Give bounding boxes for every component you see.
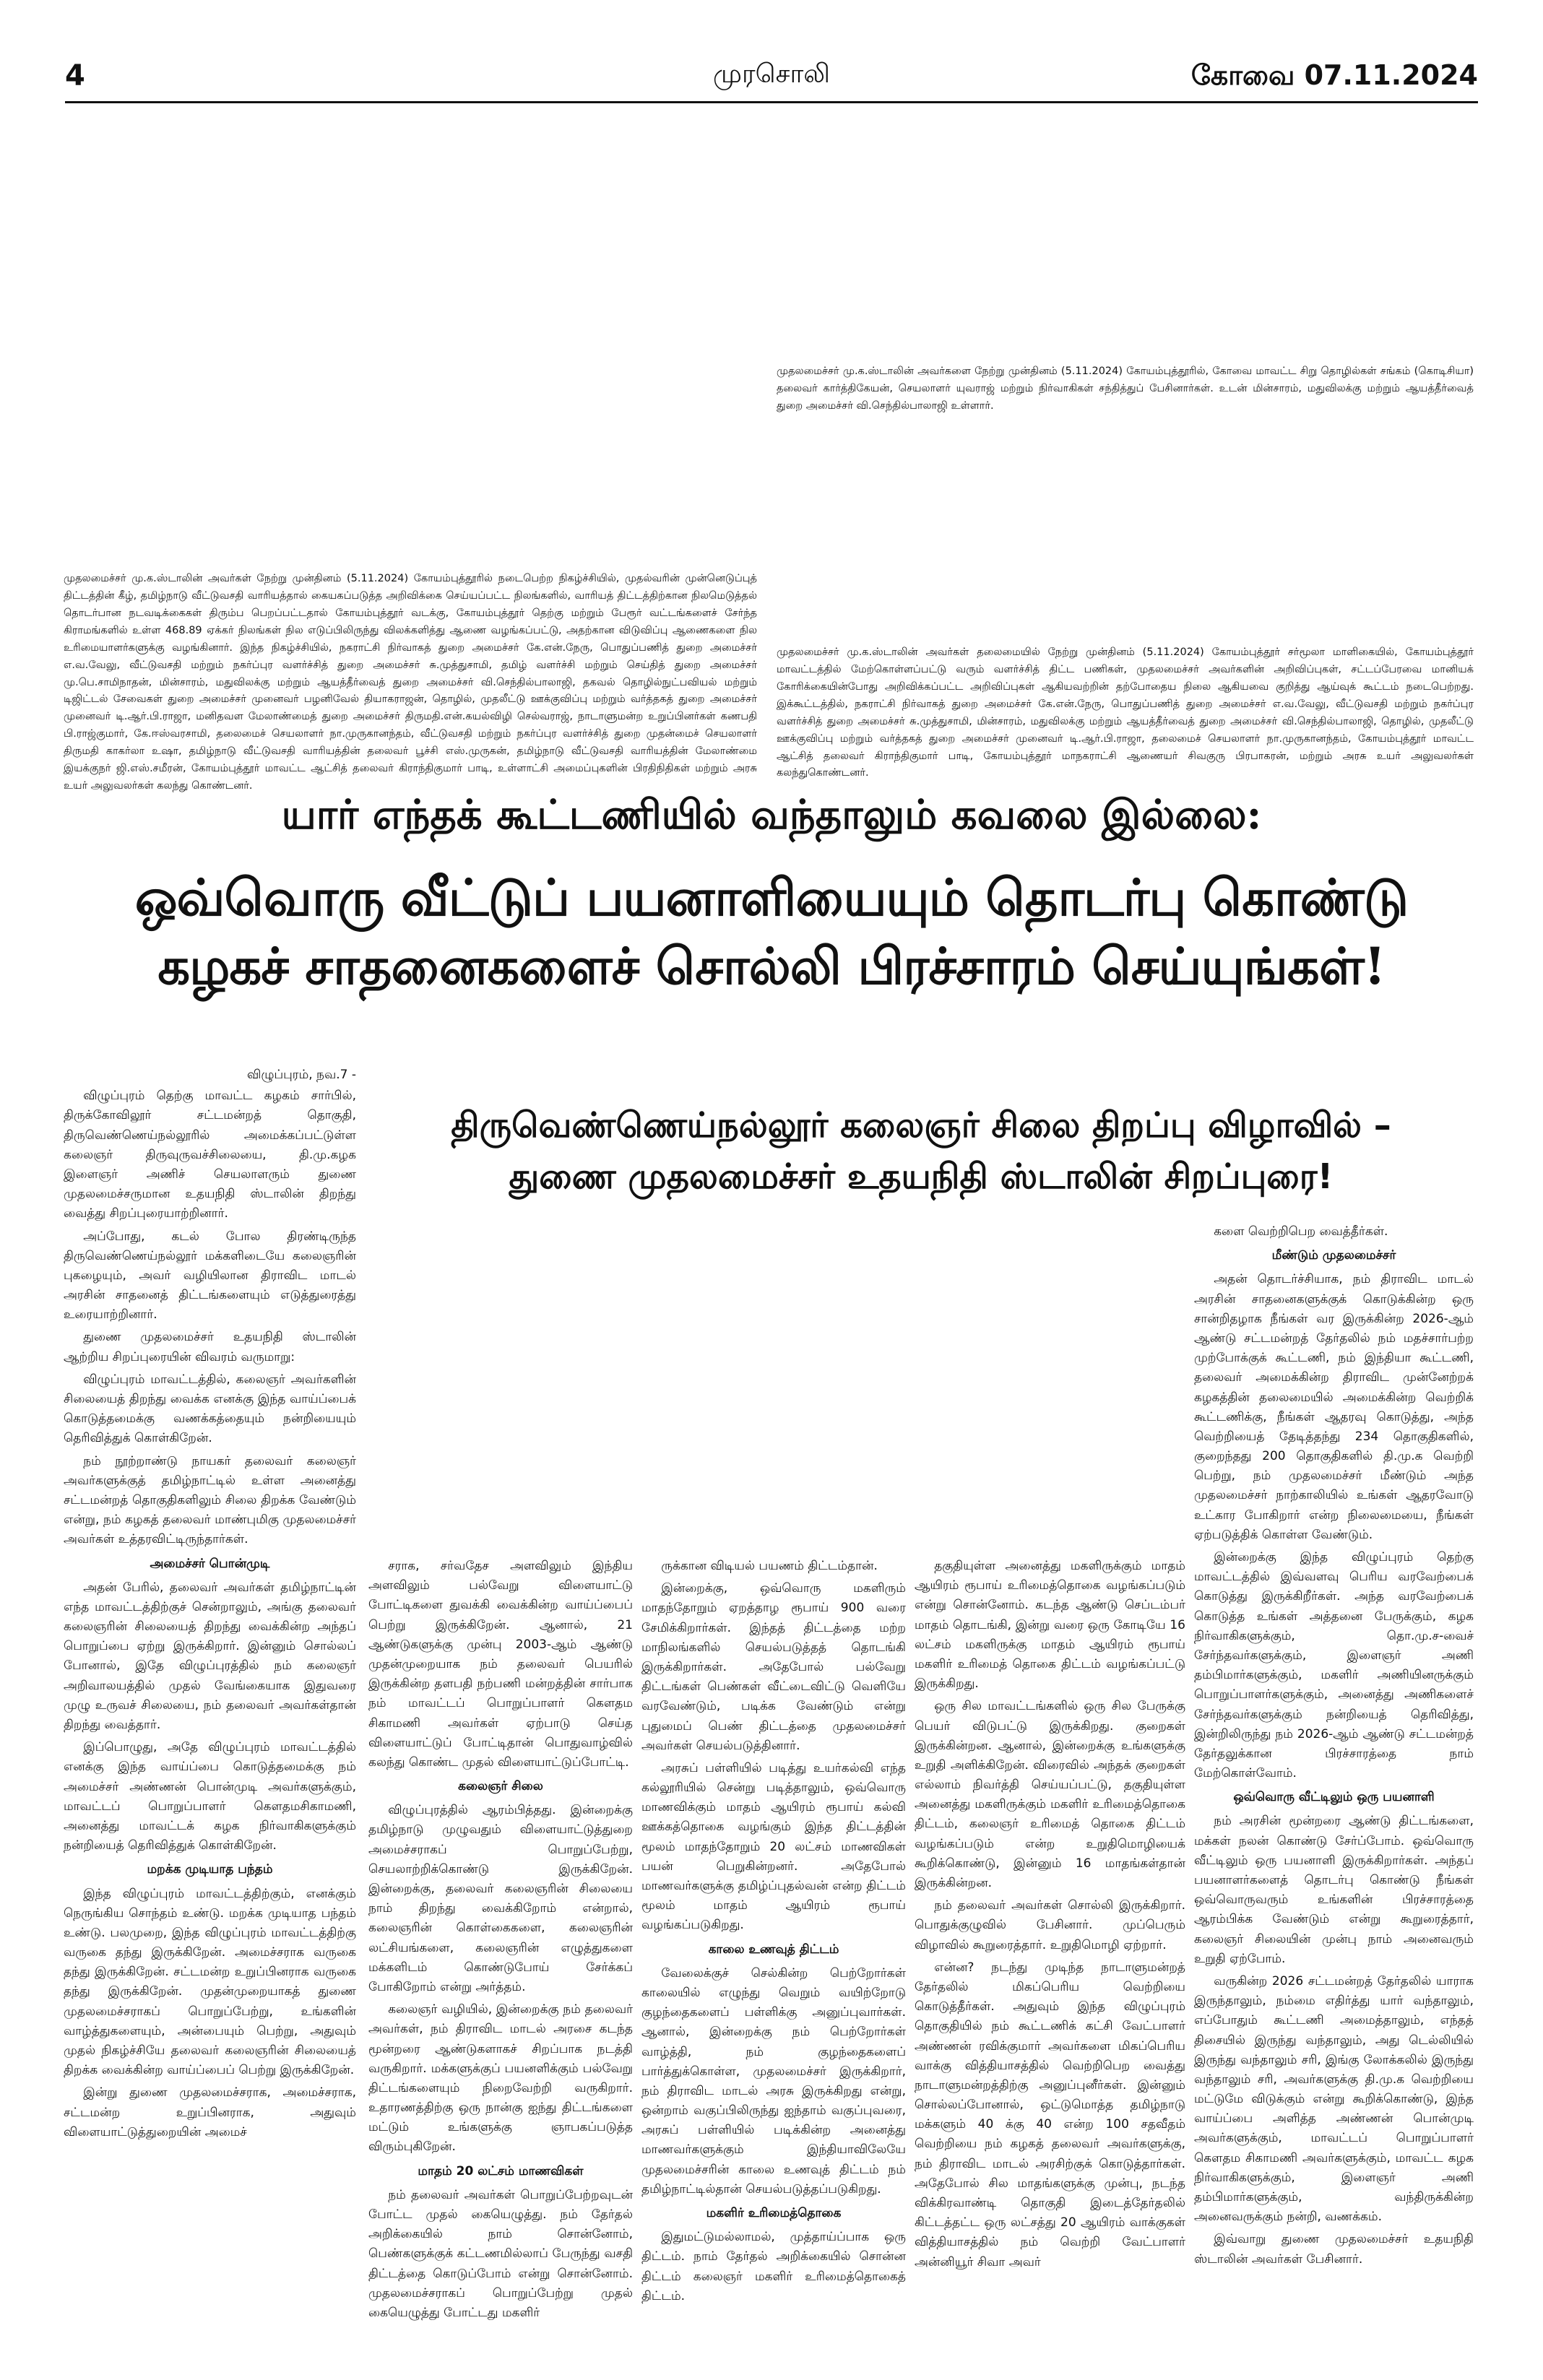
section-subheading: ஒவ்வொரு வீட்டிலும் ஒரு பயனாளி [1233,1790,1435,1805]
paragraph: அதன் பேரில், தலைவர் அவர்கள் தமிழ்நாட்டின் எந்த மாவட்டத்திற்குச் சென்றாலும், அங்கு தலைவர் கலைஞரின் சிலையைத் திறந்து வைக்கின்ற அந்தப் பொறுப்பை ஏற்று இருக்கிறார். இன்னும் சொல்லப் போனால், இதே விழுப்புரத்தில் நம் கலைஞர் அறிவாலயத்தில் முதல் வேங்கையாக இதுவரை முழு உருவச் சிலையை, நம் தலைவர் அவர்கள்தான் திறந்து வைத்தார். [64,1580,356,1732]
article-column-1 [64,1065,356,2366]
page-header [0,0,1543,108]
paragraph: இன்றைக்கு, ஒவ்வொரு மகளிரும் மாதந்தோறும் ஏறத்தாழ ரூபாய் 900 வரை சேமிக்கிறார்கள். இந்தத் திட்டத்தை மற்ற மாநிலங்களில் செயல்படுத்தத் தொடங்கி இருக்கிறார்கள். அதேபோல் பல்வேறு திட்டங்கள் பெண்கள் வீட்டைவிட்டு வெளியே வரவேண்டும், படிக்க வேண்டும் என்று புதுமைப் பெண் திட்டத்தை முதலமைச்சர் அவர்கள் செயல்படுத்தினார். [641,1581,906,1753]
photo-caption-middle-right: முதலமைச்சர் மு.க.ஸ்டாலின் அவர்கள் தலைமையில் நேற்று முன்தினம் (5.11.2024) கோயம்புத்தூர் சர்மூலா மாளிகையில், கோயம்புத்தூர் மாவட்டத்தில் மேற்கொள்ளப்பட்டு வரும் வளர்ச்சித் திட்ட பணிகள், முதலமைச்சர் அவர்களின் அறிவிப்புகள், சட்டப்பேரவை மானியக் கோரிக்கையின்போது அறிவிக்கப்பட்ட அறிவிப்புகள் ஆகியவற்றின் தற்போதைய நிலை ஆகியவை குறித்து ஆய்வுக் கூட்டம் நடைபெற்றது. இக்கூட்டத்தில், நகராட்சி நிர்வாகத் துறை அமைச்சர் கே.என்.நேரு, பொதுப்பணித் துறை அமைச்சர் எ.வ.வேலு, வீட்டுவசதி மற்றும் நகர்ப்புர வளர்ச்சித் துறை அமைச்சர் சு.முத்துசாமி, மின்சாரம், மதுவிலக்கு மற்றும் ஆயத்தீர்வைத் துறை அமைச்சர் வி.செந்தில்பாலாஜி, தொழில், முதலீட்டு ஊக்குவிப்பு மற்றும் வர்த்தகத் துறை அமைச்சர் முனைவர் டி.ஆர்.பி.ராஜா, தலைமைச் செயலாளர் நா.முருகானந்தம், கோயம்புத்தூர் மாவட்ட ஆட்சித் தலைவர் கிராந்திகுமார் பாடி, கோயம்புத்தூர் மாநகராட்சி ஆணையர் சிவகுரு பிரபாகரன், மற்றும் அரசு உயர் அலுவலர்கள் கலந்துகொண்டனர். [777,646,1474,779]
section-subheading: அமைச்சர் பொன்முடி [150,1556,270,1571]
article-column-4 [915,1557,1185,2366]
paragraph: இவ்வாறு துணை முதலமைச்சர் உதயநிதி ஸ்டாலின் அவர்கள் பேசினார். [1194,2232,1474,2267]
paragraph: சராக, சர்வதேச அளவிலும் இந்திய அளவிலும் பல்வேறு விளையாட்டு போட்டிகளை துவக்கி வைக்கின்ற வாய்ப்பைப் பெற்று இருக்கிறேன். ஆனால், 21 ஆண்டுகளுக்கு முன்பு 2003-ஆம் ஆண்டு முதன்முறையாக நம் தலைவர் பெயரில் இருக்கின்ற தளபதி நற்பணி மன்றத்தின் சார்பாக நம் மாவட்டப் பொறுப்பாளர் கௌதம சிகாமணி அவர்கள் ஏற்பாடு செய்த விளையாட்டுப் போட்டிதான் பொதுவாழ்வில் கலந்து கொண்ட முதல் விளையாட்டுப்போட்டி. [368,1559,633,1770]
article-column-5 [1194,1222,1474,2366]
paragraph: அப்போது, கடல் போல திரண்டிருந்த திருவெண்ணெய்நல்லூர் மக்களிடையே கலைஞரின் புகழையும், அவர் வழியிலான திராவிட மாடல் அரசின் சாதனைத் திட்டங்களையும் எடுத்துரைத்து உரையாற்றினார். [64,1229,356,1323]
newspaper-masthead: முரசொலி [713,59,830,89]
section-subheading: கலைஞர் சிலை [458,1779,543,1794]
header-rule [65,101,1478,103]
paragraph: இன்றைக்கு இந்த விழுப்புரம் தெற்கு மாவட்டத்தில் இவ்வளவு பெரிய வரவேற்பைக் கொடுத்து இருக்கிறீர்கள். அந்த வரவேற்பைக் கொடுத்த உங்கள் அத்தனை பேருக்கும், கழக நிர்வாகிகளுக்கும், தொ.மு.ச-வைச் சேர்ந்தவர்களுக்கும், இளைஞர் அணி தம்பிமார்களுக்கும், மகளிர் அணியினருக்கும் பொறுப்பாளர்களுக்கும், அனைத்து அணிகளைச் சேர்ந்தவர்களுக்கும் நன்றியைத் தெரிவித்து, இன்றிலிருந்து நம் 2026-ஆம் ஆண்டு சட்டமன்றத் தேர்தலுக்கான பிரச்சாரத்தை நாம் மேற்கொள்வோம். [1194,1550,1474,1781]
article-headline [64,863,1479,1000]
headline-line-2: கழகச் சாதனைகளைச் சொல்லி பிரச்சாரம் செய்யுங்கள்! [157,936,1386,997]
article-kicker: யார் எந்தக் கூட்டணியில் வந்தாலும் கவலை இல்லை: [281,791,1262,839]
paragraph: களை வெற்றிபெற வைத்தீர்கள். [1214,1224,1388,1239]
paragraph: இதுமட்டுமல்லாமல், முத்தாய்ப்பாக ஒரு திட்டம். நாம் தேர்தல் அறிக்கையில் சொன்ன திட்டம் கலைஞர் மகளிர் உரிமைத்தொகைத் திட்டம். [641,2230,906,2303]
paragraph: விழுப்புரம் தெற்கு மாவட்ட கழகம் சார்பில், திருக்கோவிலூர் சட்டமன்றத் தொகுதி, திருவெண்ணெய்நல்லூரில் அமைக்கப்பட்டுள்ள கலைஞர் திருவுருவச்சிலையை, தி.மு.கழக இளைஞர் அணிச் செயலாளரும் துணை முதலமைச்சருமான உதயநிதி ஸ்டாலின் திறந்து வைத்து சிறப்புரையாற்றினார். [64,1089,356,1221]
headline-line-1: ஒவ்வொரு வீட்டுப் பயனாளியையும் தொடர்பு கொண்டு [134,867,1409,927]
article-column-3 [641,1557,906,2366]
paragraph: விழுப்புரம் மாவட்டத்தில், கலைஞர் அவர்களின் சிலையைத் திறந்து வைக்க எனக்கு இந்த வாய்ப்பைக் கொடுத்தமைக்கு வணக்கத்தையும் நன்றியையும் தெரிவித்துக் கொள்கிறேன். [64,1372,356,1446]
paragraph: துணை முதலமைச்சர் உதயநிதி ஸ்டாலின் ஆற்றிய சிறப்புரையின் விவரம் வருமாறு: [64,1330,356,1364]
paragraph: அரசுப் பள்ளியில் படித்து உயர்கல்வி எந்த கல்லூரியில் சென்று படித்தாலும், ஒவ்வொரு மாணவிக்கும் மாதம் ஆயிரம் ரூபாய் கல்வி ஊக்கத்தொகை வழங்கும் இந்த திட்டத்தின் மூலம் மாதந்தோறும் 20 லட்சம் மாணவிகள் பயன் பெறுகின்றனர். அதேபோல் மாணவர்களுக்கு தமிழ்ப்புதல்வன் என்ற திட்டம் மூலம் மாதம் ஆயிரம் ரூபாய் வழங்கப்படுகிறது. [641,1760,906,1933]
article-column-2 [368,1557,633,2366]
subhead-line-2: துணை முதலமைச்சர் உதயநிதி ஸ்டாலின் சிறப்புரை! [509,1156,1334,1197]
paragraph: விழுப்புரத்தில் ஆரம்பித்தது. இன்றைக்கு தமிழ்நாடு முழுவதும் விளையாட்டுத்துறை அமைச்சராகப் பொறுப்பேற்று, செயலாற்றிக்கொண்டு இருக்கிறேன். இன்றைக்கு, தலைவர் கலைஞரின் சிலையை நாம் திறந்து வைக்கிறோம் என்றால், கலைஞரின் கொள்கைகளை, கலைஞரின் லட்சியங்களை, கலைஞரின் எழுத்துகளை மக்களிடம் கொண்டுபோய் சேர்க்கப் போகிறோம் என்று அர்த்தம். [368,1803,633,1994]
edition-dateline: கோவை 07.11.2024 [1190,59,1478,91]
paragraph: நம் நூற்றாண்டு நாயகர் தலைவர் கலைஞர் அவர்களுக்குத் தமிழ்நாட்டில் உள்ள அனைத்து சட்டமன்றத் தொகுதிகளிலும் சிலை திறக்க வேண்டும் என்று, நம் கழகத் தலைவர் மாண்புமிகு முதலமைச்சர் அவர்கள் உத்தரவிட்டிருந்தார்கள். [64,1453,356,1547]
paragraph: நம் தலைவர் அவர்கள் சொல்லி இருக்கிறார். பொதுக்குழுவில் பேசினார். முப்பெரும் விழாவில் கூறுரைத்தார். உறுதிமொழி ஏற்றார். [915,1898,1185,1952]
section-subheading: காலை உணவுத் திட்டம் [708,1942,839,1957]
paragraph: நம் தலைவர் அவர்கள் பொறுப்பேற்றவுடன் போட்ட முதல் கையெழுத்து. நம் தேர்தல் அறிக்கையில் நாம் சொன்னோம், பெண்களுக்குக் கட்டணமில்லாப் பேருந்து வசதி திட்டத்தை கொடுப்போம் என்று சொன்னோம். முதலமைச்சராகப் பொறுப்பேற்று முதல் கையெழுத்து போட்டது மகளிர் [368,2187,633,2320]
photo-caption-top-right: முதலமைச்சர் மு.க.ஸ்டாலின் அவர்களை நேற்று முன்தினம் (5.11.2024) கோயம்புத்தூரில், கோவை மாவட்ட சிறு தொழில்கள் சங்கம் (கொடிசியா) தலைவர் கார்த்திகேயன், செயலாளர் யுவராஜ் மற்றும் நிர்வாகிகள் சந்தித்துப் பேசினார்கள். உடன் மின்சாரம், மதுவிலக்கு மற்றும் ஆயத்தீர்வைத் துறை அமைச்சர் வி.செந்தில்பாலாஜி உள்ளார். [777,365,1474,412]
paragraph: என்ன? நடந்து முடிந்த நாடாளுமன்றத் தேர்தலில் மிகப்பெரிய வெற்றியை கொடுத்தீர்கள். அதுவும் இந்த விழுப்புரம் தொகுதியில் நம் கூட்டணிக் கட்சி வேட்பாளர் அண்ணன் ரவிக்குமார் அவர்களை மிகப்பெரிய வாக்கு வித்தியாசத்தில் வெற்றிபெற வைத்து நாடாளுமன்றத்திற்கு அனுப்புனீர்கள். இன்னும் சொல்லப்போனால், ஒட்டுமொத்த தமிழ்நாடு மக்களும் 40 க்கு 40 என்ற 100 சதவீதம் வெற்றியை நம் கழகத் தலைவர் அவர்களுக்கு, நம் திராவிட மாடல் அரசிற்குக் கொடுத்தார்கள். அதேபோல் சில மாதங்களுக்கு முன்பு, நடந்த விக்கிரவாண்டி தொகுதி இடைத்தேர்தலில் கிட்டத்தட்ட ஒரு லட்சத்து 20 ஆயிரம் வாக்குகள் வித்தியாசத்தில் நம் வெற்றி வேட்பாளர் அன்னியூர் சிவா அவர் [915,1960,1185,2269]
paragraph: இப்பொழுது, அதே விழுப்புரம் மாவட்டத்தில் எனக்கு இந்த வாய்ப்பை கொடுத்தமைக்கு நம் அமைச்சர் அண்ணன் பொன்முடி அவர்களுக்கும், மாவட்டப் பொறுப்பாளர் கௌதமசிகாமணி, அனைத்து மாவட்டக் கழக நிர்வாகிகளுக்கும் நன்றியைத் தெரிவித்துக் கொள்கிறேன். [64,1740,356,1853]
paragraph: நம் அரசின் மூன்றரை ஆண்டு திட்டங்களை, மக்கள் நலன் கொண்டு சேர்ப்போம். ஒவ்வொரு வீட்டிலும் ஒரு பயனாளி இருக்கிறார்கள். அந்தப் பயனாளர்களைத் தொடர்பு கொண்டு நீங்கள் ஒவ்வொருவரும் உங்களின் பிரச்சாரத்தை ஆரம்பிக்க வேண்டும் என்று கூறுரைத்தார், கலைஞர் சிலையின் முன்பு நாம் அனைவரும் உறுதி ஏற்போம். [1194,1814,1474,1966]
article-subheadline [368,1100,1474,1202]
paragraph: தகுதியுள்ள அனைத்து மகளிருக்கும் மாதம் ஆயிரம் ரூபாய் உரிமைத்தொகை வழங்கப்படும் என்று சொன்னோம். கடந்த ஆண்டு செப்டம்பர் மாதம் தொடங்கி, இன்று வரை ஒரு கோடியே 16 லட்சம் மகளிருக்கு மாதம் ஆயிரம் ரூபாய் மகளிர் உரிமைத் தொகை திட்டம் வழங்கப்பட்டு இருக்கிறது. [915,1559,1185,1692]
paragraph: இன்று துணை முதலமைச்சராக, அமைச்சராக, சட்டமன்ற உறுப்பினராக, அதுவும் விளையாட்டுத்துறையின் அமைச் [64,2085,356,2139]
paragraph: ருக்கான விடியல் பயணம் திட்டம்தான். [661,1559,878,1573]
paragraph: ஒரு சில மாவட்டங்களில் ஒரு சில பேருக்கு பெயர் விடுபட்டு இருக்கிறது. குறைகள் இருக்கின்றன. ஆனால், இன்றைக்கு உங்களுக்கு உறுதி அளிக்கிறேன். விரைவில் அந்தக் குறைகள் எல்லாம் நிவர்த்தி செய்யப்பட்டு, தகுதியுள்ள அனைத்து மகளிருக்கும் மகளிர் உரிமைத்தொகை திட்டம், கலைஞர் உரிமைத் தொகை திட்டம் வழங்கப்படும் என்ற உறுதிமொழியைக் கூறிக்கொண்டு, இன்னும் 16 மாதங்கள்தான் இருக்கின்றன. [915,1699,1185,1890]
section-subheading: மகளிர் உரிமைத்தொகை [706,2206,842,2220]
section-subheading: மாதம் 20 லட்சம் மாணவிகள் [418,2163,584,2178]
section-subheading: மீண்டும் முதலமைச்சர் [1271,1248,1396,1263]
page-number: 4 [65,59,85,92]
paragraph: வருகின்ற 2026 சட்டமன்றத் தேர்தலில் யாராக இருந்தாலும், நம்மை எதிர்த்து யார் வந்தாலும், எப்போதும் கூட்டணி அமைத்தாலும், எந்தத் திசையில் இருந்து வந்தாலும், அது டெல்லியில் இருந்து வந்தாலும் சரி, இங்கு லோக்கலில் இருந்து வந்தாலும் சரி, அவர்களுக்கு தி.மு.க வெற்றியை மட்டுமே விடுக்கும் என்று கூறிக்கொண்டு, இந்த வாய்ப்பை அளித்த அண்ணன் பொன்முடி அவர்களுக்கும், மாவட்டப் பொறுப்பாளர் கௌதம சிகாமணி அவர்களுக்கும், மாவட்ட கழக நிர்வாகிகளுக்கும், இளைஞர் அணி தம்பிமார்களுக்கும், வந்திருக்கின்ற அனைவருக்கும் நன்றி, வணக்கம். [1194,1973,1474,2225]
section-subheading: மறக்க முடியாத பந்தம் [147,1862,273,1877]
article-dateline: விழுப்புரம், நவ.7 - [246,1068,356,1082]
subhead-line-1: திருவெண்ணெய்நல்லூர் கலைஞர் சிலை திறப்பு விழாவில் – [451,1105,1391,1146]
paragraph: கலைஞர் வழியில், இன்றைக்கு நம் தலைவர் அவர்கள், நம் திராவிட மாடல் அரசை கடந்த மூன்றரை ஆண்டுகளாகச் சிறப்பாக நடத்தி வருகிறார். மக்களுக்குப் பயனளிக்கும் பல்வேறு திட்டங்களையும் நிறைவேற்றி வருகிறார். உதாரணத்திற்கு ஒரு நான்கு ஐந்து திட்டங்களை மட்டும் உங்களுக்கு ஞாபகப்படுத்த விரும்புகிறேன். [368,2002,633,2155]
paragraph: வேலைக்குச் செல்கின்ற பெற்றோர்கள் காலையில் எழுந்து வெறும் வயிற்றோடு குழந்தைகளைப் பள்ளிக்கு அனுப்புவார்கள். ஆனால், இன்றைக்கு நம் பெற்றோர்கள் வாழ்த்தி, நம் குழந்தைகளைப் பார்த்துக்கொள்ள, முதலமைச்சர் இருக்கிறார், நம் திராவிட மாடல் அரசு இருக்கிறது என்று, ஒன்றாம் வகுப்பிலிருந்து ஐந்தாம் வகுப்புவரை, அரசுப் பள்ளியில் படிக்கின்ற அனைத்து மாணவர்களுக்கும் இந்தியாவிலேயே முதலமைச்சரின் காலை உணவுத் திட்டம் நம் தமிழ்நாட்டில்தான் செயல்படுத்தப்படுகிறது. [641,1965,906,2197]
paragraph: அதன் தொடர்ச்சியாக, நம் திராவிட மாடல் அரசின் சாதனைகளுக்குக் கொடுக்கின்ற ஒரு சான்றிதழாக நீங்கள் வர இருக்கின்ற 2026-ஆம் ஆண்டு சட்டமன்றத் தேர்தலில் நம் மதச்சார்பற்ற முற்போக்குக் கூட்டணி, நம் இந்தியா கூட்டணி, தலைவர் அமைக்கின்ற திராவிட முன்னேற்றக் கழகத்தின் தலைமையில் அமைக்கின்ற வெற்றிக் கூட்டணிக்கு, நீங்கள் ஆதரவு கொடுத்து, அந்த வெற்றியைத் தேடித்தந்து 234 தொகுதிகளில், குறைந்தது 200 தொகுதிகளில் தி.மு.க வெற்றி பெற்று, நம் முதலமைச்சர் மீண்டும் அந்த முதலமைச்சர் நாற்காலியில் உங்கள் ஆதரவோடு உட்கார போகிறார் என்ற நிலைமையை, நீங்கள் ஏற்படுத்திக் கொள்ள வேண்டும். [1194,1272,1474,1542]
paragraph: இந்த விழுப்புரம் மாவட்டத்திற்கும், எனக்கும் நெருங்கிய சொந்தம் உண்டு. மறக்க முடியாத பந்தம் உண்டு. பலமுறை, இந்த விழுப்புரம் மாவட்டத்திற்கு வருகை தந்து இருக்கிறேன். அமைச்சராக வருகை தந்து இருக்கிறேன். சட்டமன்ற உறுப்பினராக வருகை தந்து இருக்கிறேன். முதன்முறையாகத் துணை முதலமைச்சராகப் பொறுப்பேற்று, உங்களின் வாழ்த்துகளையும், அன்பையும் பெற்று, அதுவும் முதல் நிகழ்ச்சியே தலைவர் கலைஞரின் சிலையைத் திறக்க வைக்கின்ற வாய்ப்பைப் பெற்று இருக்கிறேன். [64,1886,356,2078]
photo-caption-middle-left: முதலமைச்சர் மு.க.ஸ்டாலின் அவர்கள் நேற்று முன்தினம் (5.11.2024) கோயம்புத்தூரில் நடைபெற்ற நிகழ்ச்சியில், முதல்வரின் முன்னெடுப்புத் திட்டத்தின் கீழ், தமிழ்நாடு வீட்டுவசதி வாரியத்தால் கையகப்படுத்த அறிவிக்கை செய்யப்பட்ட நிலங்களில், வாரியத் திட்டத்திற்கான நிலமெடுத்தல் தொடர்பான நடவடிக்கைகள் திரும்ப பெறப்பட்டதால் கோயம்புத்தூர் வடக்கு, கோயம்புத்தூர் தெற்கு மற்றும் பேரூர் வட்டங்களைச் சேர்ந்த கிராமங்களில் உள்ள 468.89 ஏக்கர் நிலங்கள் நில எடுப்பிலிருந்து விலக்களித்து ஆணை வழங்கப்பட்டு, அதற்கான விடுவிப்பு ஆணைகளை நில உரிமையாளர்களுக்கு வழங்கினார். இந்த நிகழ்ச்சியில், நகராட்சி நிர்வாகத் துறை அமைச்சர் கே.என்.நேரு, பொதுப்பணித் துறை அமைச்சர் எ.வ.வேலு, வீட்டுவசதி மற்றும் நகர்ப்புர வளர்ச்சித் துறை அமைச்சர் சு.முத்துசாமி, தமிழ் வளர்ச்சி மற்றும் செய்தித் துறை அமைச்சர் மு.பெ.சாமிநாதன், மின்சாரம், மதுவிலக்கு மற்றும் ஆயத்தீர்வைத் துறை அமைச்சர் வி.செந்தில்பாலாஜி, தகவல் தொழில்நுட்பவியல் மற்றும் டிஜிட்டல் சேவைகள் துறை அமைச்சர் முனைவர் பழனிவேல் தியாகராஜன், தொழில், முதலீட்டு ஊக்குவிப்பு மற்றும் வர்த்தகத் துறை அமைச்சர் முனைவர் டி.ஆர்.பி.ராஜா, மனிதவள மேலாண்மைத் துறை அமைச்சர் திருமதி.என்.கயல்விழி செல்வராஜ், நாடாளுமன்ற உறுப்பினர்கள் கணபதி பி.ராஜ்குமார், கே.ஈஸ்வரசாமி, தலைமைச் செயலாளர் நா.முருகானந்தம், வீட்டுவசதி மற்றும் நகர்ப்புர வளர்ச்சித் துறை முதன்மைச் செயலாளர் திருமதி காகர்லா உஷா, தமிழ்நாடு வீட்டுவசதி வாரியத்தின் தலைவர் பூச்சி எஸ்.முருகன், தமிழ்நாடு வீட்டுவசதி வாரியத்தின் மேலாண்மை இயக்குநர் ஜி.எஸ்.சமீரன், கோயம்புத்தூர் மாவட்ட ஆட்சித் தலைவர் கிராந்திகுமார் பாடி, உள்ளாட்சி அமைப்புகளின் பிரதிநிதிகள் மற்றும் அரசு உயர் அலுவலர்கள் கலந்து கொண்டனர். [64,573,757,792]
